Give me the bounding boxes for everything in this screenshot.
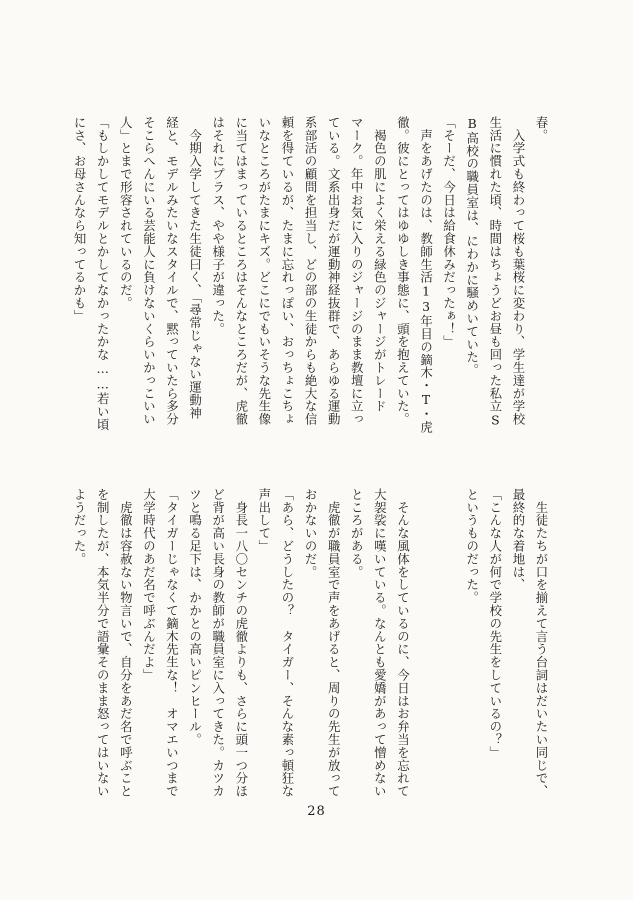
text-line: 「もしかしてモデルとかしてなかったかな……若い頃 (95, 116, 111, 431)
text-line: 声出して」 (256, 488, 272, 553)
text-line: 生徒たちが口を揃えて言う台詞はだいたい同じで、 (534, 488, 549, 798)
text-line: そんな風体をしているのに、今日はお弁当を忘れて (395, 488, 411, 798)
text-line: ところがある。 (349, 488, 365, 579)
text-line: おかないのだ。 (303, 488, 319, 579)
text-line: 大学時代のあだ名で呼ぶんだよ」 (141, 488, 157, 682)
text-line: マーク。年中お気に入りのジャージのまま教壇に立っ (349, 116, 365, 426)
text-line: 声をあげたのは、教師生活13年目の鏑木・T・虎 (418, 116, 434, 434)
text-line: 系部活の顧問を担当し、どの部の生徒からも絶大な信 (303, 116, 319, 426)
text-line: にさ、お母さんなら知ってるかも」 (72, 116, 88, 323)
text-line: 今期入学してきた生徒曰く、「尋常じゃない運動神 (187, 116, 203, 420)
lower-text-block (68, 488, 553, 800)
text-line: 虎徹は容赦ない物言いで、自分をあだ名で呼ぶこと (118, 488, 134, 798)
text-line: ど背が高い長身の教師が職員室に入ってきた。カツカ (210, 488, 226, 798)
text-line: B高校の職員室は、にわかに騒めいていた。 (464, 116, 480, 377)
text-line: ている。文系出身だが運動神経抜群で、あらゆる運動 (326, 116, 342, 426)
text-line (438, 488, 461, 800)
text-line: 春。 (534, 116, 549, 142)
text-line: というものだった。 (464, 488, 480, 605)
text-line: を制したが、本気半分で語彙そのまま怒ってはいない (95, 488, 111, 798)
text-line: 頼を得ているが、たまに忘れっぽい、おっちょこちょ (279, 116, 295, 426)
upper-text-block (68, 116, 553, 446)
text-line: 徹。彼にとってはゆゆしき事態に、頭を抱えていた。 (395, 116, 411, 426)
text-line: 人」とまで形容されているのだ。 (118, 116, 134, 310)
text-line: 虎徹が職員室で声をあげると、周りの先生が放って (326, 488, 342, 798)
text-line: 生活に慣れた頃、時間はちょうどお昼も回った私立S (487, 116, 503, 429)
text-line: 経と、モデルみたいなスタイルで、黙っていたら多分 (164, 116, 180, 426)
text-line (414, 488, 437, 800)
text-line: ようだった。 (72, 488, 88, 566)
text-line: 「タイガーじゃなくて鏑木先生な！ オマエいつまで (164, 488, 180, 798)
text-line: ツと鳴る足下は、かかとの高いピンヒール。 (187, 488, 203, 746)
text-line: 入学式も終わって桜も葉桜に変わり、学生達が学校 (510, 116, 526, 426)
text-line: 「こんな人が何で学校の先生をしているの？」 (487, 488, 503, 759)
text-line: 大袈裟に嘆いている。なんとも愛嬌があって憎めない (372, 488, 388, 798)
page-number: 28 (307, 804, 326, 819)
text-line: そこらへんにいる芸能人に負けないくらいかっこいい (141, 116, 157, 426)
text-line: 褐色の肌によく栄える緑色のジャージがトレード (372, 116, 388, 413)
text-line: 「あら、どうしたの？ タイガー、そんな素っ頓狂な (279, 488, 295, 798)
text-line: 身長一八〇センチの虎徹よりも、さらに頭一つ分ほ (233, 488, 249, 798)
text-line: はそれにプラス、やや様子が違った。 (210, 116, 226, 336)
text-line: 「そーだ、今日は給食休みだったぁ！」 (441, 116, 457, 349)
text-line: に当てはまっているところはそんなところだが、虎徹 (233, 116, 249, 426)
text-line: いなところがたまにキズ。どこにでもいそうな先生像 (256, 116, 272, 426)
text-line: 最終的な着地は、 (510, 488, 526, 592)
